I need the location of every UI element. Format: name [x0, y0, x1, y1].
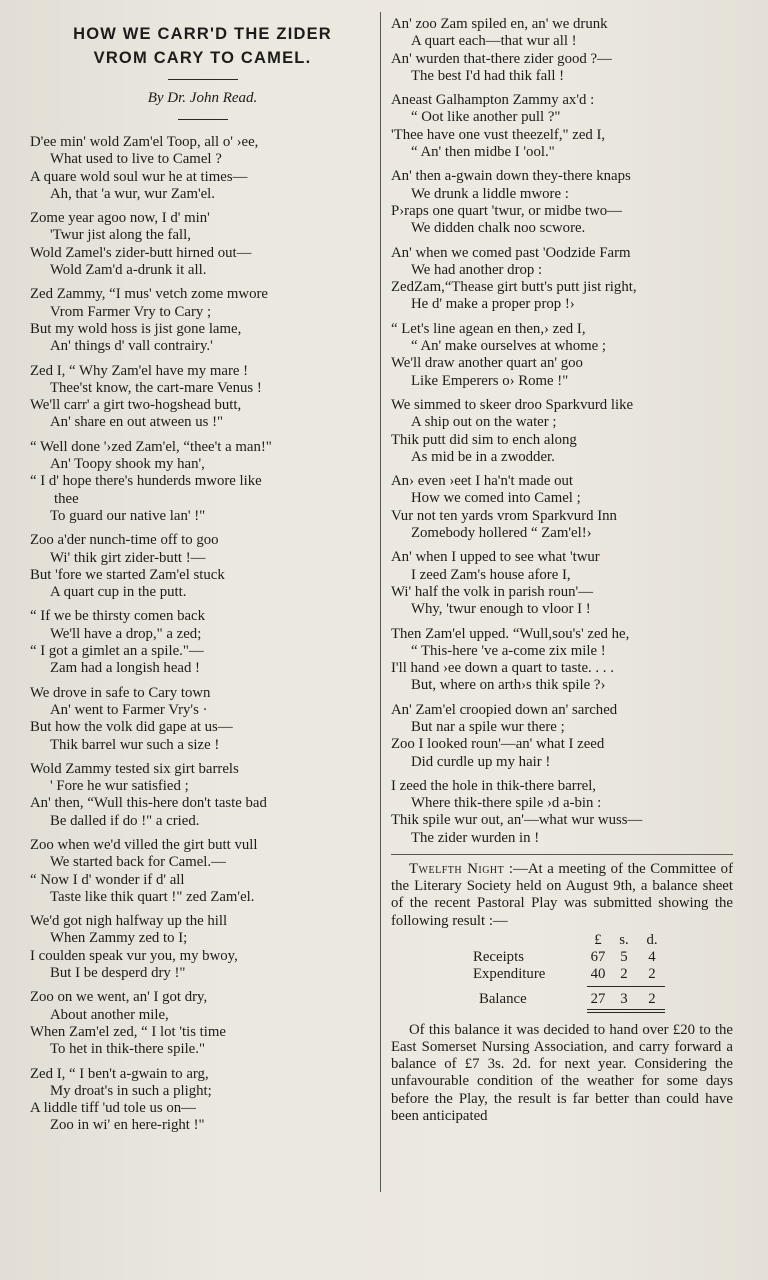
poem-line: Wi' half the volk in parish roun'—	[391, 583, 593, 600]
stanza	[30, 439, 375, 525]
poem-line: 'Twur jist along the fall,	[50, 227, 191, 244]
right-column	[391, 16, 733, 1125]
notice-section	[391, 861, 733, 930]
poem-line: “ An' make ourselves at whome ;	[411, 338, 606, 355]
title-rule	[168, 79, 238, 80]
poem-line: ZedZam,“Thease girt butt's putt jist right,	[391, 279, 637, 296]
poem-line: Zed I, “ Why Zam'el have my mare !	[30, 362, 249, 379]
poem-line: Zomebody hollered “ Zam'el!›	[411, 525, 592, 542]
poem-line: We simmed to skeer droo Sparkvurd like	[391, 396, 634, 413]
balance-row-total	[391, 991, 733, 1008]
title-line-2: VROM CARY TO CAMEL.	[93, 49, 312, 67]
poem-line: But my wold hoss is jist gone lame,	[30, 320, 242, 337]
row-label: Expenditure	[473, 965, 546, 982]
poem-line: But, where on arth›s thik spile ?›	[411, 677, 606, 694]
stanza	[30, 134, 375, 203]
header-pounds: £	[594, 931, 602, 948]
balance-row-expenditure	[391, 966, 733, 983]
stanza	[391, 168, 733, 237]
poem-line: Zoo I looked roun'—an' what I zeed	[391, 736, 605, 753]
row-pence: 2	[648, 965, 656, 982]
poem-line: 'Thee have one vust theezelf," zed I,	[391, 126, 606, 143]
stanza	[30, 761, 375, 830]
poem-line: We drunk a liddle mwore :	[411, 185, 569, 202]
poem-line: We drove in safe to Cary town	[30, 684, 211, 701]
poem-line: To het in thik-there spile."	[50, 1041, 205, 1058]
column-divider	[380, 12, 381, 1192]
poem-line: We'll have a drop," a zed;	[50, 625, 202, 642]
header-pence: d.	[646, 931, 658, 948]
poem-line: Like Emperers o› Rome !"	[411, 372, 569, 389]
poem-line: “ An' then midbe I 'ool."	[411, 144, 555, 161]
poem-line: Zoo when we'd villed the girt butt vull	[30, 836, 258, 853]
stanza	[391, 397, 733, 466]
poem-line: Then Zam'el upped. “Wull,sou's' zed he,	[391, 625, 630, 642]
poem-line: When Zammy zed to I;	[50, 930, 188, 947]
stanza	[391, 549, 733, 618]
poem-line: An' wurden that-there zider good ?—	[391, 50, 612, 67]
poem-line: “ Let's line agean en then,› zed I,	[391, 320, 586, 337]
stanza	[30, 837, 375, 906]
poem-line: An' then, “Wull this-here don't taste bad	[30, 795, 267, 812]
row-label: Receipts	[473, 948, 524, 965]
poem-line: We started back for Camel.—	[50, 854, 226, 871]
poem-line: Why, 'twur enough to vloor I !	[411, 601, 591, 618]
section-rule	[391, 854, 733, 855]
poem-line: We had another drop :	[411, 261, 543, 278]
poem-title	[30, 22, 375, 70]
sum-rule	[391, 983, 733, 991]
poem-line: Vur not ten yards vrom Sparkvurd Inn	[391, 507, 617, 524]
poem-line: Where thik-there spile ›d a-bin :	[411, 795, 602, 812]
poem-line: But I be desperd dry !"	[50, 965, 186, 982]
stanza	[391, 16, 733, 85]
poem-line: Zed Zammy, “I mus' vetch zome mwore	[30, 286, 268, 303]
notice-intro-text: :—At a meeting of the Committee of the Literary Society held on August 9th, a balance sheet of the recent Pastoral Play was submitted showing the following result :—	[391, 861, 734, 929]
stanza	[391, 473, 733, 542]
poem-line: We'll carr' a girt two-hogshead butt,	[30, 397, 242, 414]
poem-line: P›raps one quart 'twur, or midbe two—	[391, 202, 622, 219]
poem-line: A quart cup in the putt.	[50, 584, 187, 601]
poem-line: I zeed Zam's house afore I,	[411, 566, 571, 583]
row-shillings: 5	[620, 948, 628, 965]
poem-line: “ I got a gimlet an a spile."—	[30, 643, 204, 660]
stanza	[30, 1066, 375, 1135]
notice-closing	[391, 1022, 733, 1125]
closing-paragraph: Of this balance it was decided to hand over £20 to the East Somerset Nursing Association, and carry forward a balance of £7 3s. 2d. for next year. Considering the unfavourable condition of the weather for some days before the Play, the result is far better than could have been anticipated	[391, 1021, 733, 1124]
poem-line: But nar a spile wur there ;	[411, 718, 565, 735]
stanza	[391, 92, 733, 161]
poem-line: Thik putt did sim to ench along	[391, 431, 577, 448]
poem-line: Taste like thik quart !" zed Zam'el.	[50, 888, 255, 905]
poem-line: The zider wurden in !	[411, 829, 540, 846]
header-shillings: s.	[619, 931, 629, 948]
poem-line: An' when we comed past 'Oodzide Farm	[391, 244, 631, 261]
poem-line: How we comed into Camel ;	[411, 490, 581, 507]
poem-line: I'll hand ›ee down a quart to taste. . . .	[391, 660, 614, 677]
poem-line: A ship out on the water ;	[411, 414, 557, 431]
poem-line: We'll draw another quart an' goo	[391, 355, 583, 372]
poem-line: A quare wold soul wur he at times—	[30, 168, 248, 185]
balance-shillings: 3	[620, 990, 628, 1007]
left-column	[30, 20, 375, 1142]
poem-line: The best I'd had thik fall !	[411, 67, 565, 84]
poem-line: An' share en out atween us !"	[50, 414, 224, 431]
poem-line: When Zam'el zed, “ I lot 'tis time	[30, 1023, 226, 1040]
poem-line: Zome year agoo now, I d' min'	[30, 210, 210, 227]
poem-line: An' Zam'el croopied down an' sarched	[391, 701, 618, 718]
byline-rule	[178, 119, 228, 120]
stanza	[30, 685, 375, 754]
balance-pence: 2	[648, 990, 656, 1007]
poem-right-stanzas	[391, 16, 733, 847]
byline: By Dr. John Read.	[147, 90, 258, 106]
poem-line: But how the volk did gape at us—	[30, 719, 233, 736]
poem-line: Zam had a longish head !	[50, 660, 200, 677]
balance-header-row	[391, 932, 733, 949]
poem-line: Thee'st know, the cart-mare Venus !	[50, 379, 262, 396]
poem-line: As mid be in a zwodder.	[411, 448, 555, 465]
poem-line: An› even ›eet I ha'n't made out	[391, 473, 573, 490]
poem-line: “ Now I d' wonder if d' all	[30, 871, 185, 888]
poem-line: An' then a-gwain down they-there knaps	[391, 168, 631, 185]
poem-line: Wold Zam'd a-drunk it all.	[50, 262, 207, 279]
stanza	[30, 608, 375, 677]
stanza	[30, 989, 375, 1058]
poem-line: Zed I, “ I ben't a-gwain to arg,	[30, 1065, 209, 1082]
poem-line: An' Toopy shook my han',	[50, 456, 205, 473]
row-pounds: 67	[590, 948, 606, 965]
poem-line: About another mile,	[50, 1006, 169, 1023]
stanza	[30, 210, 375, 279]
poem-line: An' went to Farmer Vry's ·	[50, 701, 208, 718]
total-double-rule	[391, 1008, 733, 1016]
poem-line: But 'fore we started Zam'el stuck	[30, 566, 225, 583]
row-shillings: 2	[620, 965, 628, 982]
poem-line: Aneast Galhampton Zammy ax'd :	[391, 92, 595, 109]
poem-line: Thik spile wur out, an'—what wur wuss—	[391, 812, 643, 829]
poem-line: Ah, that 'a wur, wur Zam'el.	[50, 185, 215, 202]
poem-line: Be dalled if do !" a cried.	[50, 812, 200, 829]
poem-line: “ This-here 've a-come zix mile !	[411, 642, 606, 659]
stanza	[391, 321, 733, 390]
poem-line: Zoo a'der nunch-time off to goo	[30, 532, 219, 549]
poem-line: What used to live to Camel ?	[50, 151, 222, 168]
poem-line: Wold Zammy tested six girt barrels	[30, 760, 239, 777]
stanza	[30, 532, 375, 601]
row-pounds: 40	[590, 965, 606, 982]
poem-line: Zoo on we went, an' I got dry,	[30, 989, 208, 1006]
poem-line: ' Fore he wur satisfied ;	[50, 778, 189, 795]
balance-row-receipts	[391, 949, 733, 966]
stanza	[391, 626, 733, 695]
poem-line: Zoo in wi' en here-right !"	[50, 1117, 205, 1134]
stanza	[30, 363, 375, 432]
poem-line: Wi' thik girt zider-butt !—	[50, 549, 206, 566]
poem-line: Thik barrel wur such a size !	[50, 736, 220, 753]
poem-line: I coulden speak vur you, my bwoy,	[30, 947, 238, 964]
notice-heading: Twelfth Night	[409, 861, 505, 878]
row-pence: 4	[648, 948, 656, 965]
poem-line: I zeed the hole in thik-there barrel,	[391, 777, 597, 794]
poem-line: To guard our native lan' !"	[50, 507, 206, 524]
poem-line: My droat's in such a plight;	[50, 1082, 212, 1099]
poem-line: Did curdle up my hair !	[411, 753, 551, 770]
stanza	[391, 245, 733, 314]
poem-line: A quart each—that wur all !	[411, 33, 577, 50]
poem-line: An' things d' vall contrairy.'	[50, 338, 213, 355]
poem-line: “ Well done '›zed Zam'el, “thee't a man!"	[30, 438, 272, 455]
balance-sheet	[391, 932, 733, 1016]
notice-intro	[391, 861, 733, 930]
title-line-1: HOW WE CARR'D THE ZIDER	[73, 25, 332, 43]
poem-line: “ Oot like another pull ?"	[411, 109, 561, 126]
stanza	[391, 702, 733, 771]
balance-label: Balance	[479, 990, 527, 1007]
poem-line: Vrom Farmer Vry to Cary ;	[50, 303, 212, 320]
poem-left-stanzas	[30, 134, 375, 1135]
poem-line: We didden chalk noo scwore.	[411, 220, 586, 237]
poem-line: A liddle tiff 'ud tole us on—	[30, 1100, 196, 1117]
poem-line: An' when I upped to see what 'twur	[391, 549, 600, 566]
stanza	[391, 778, 733, 847]
poem-line: thee	[54, 490, 79, 507]
balance-pounds: 27	[590, 990, 606, 1007]
poem-line: An' zoo Zam spiled en, an' we drunk	[391, 16, 608, 32]
poem-line: “ If we be thirsty comen back	[30, 608, 206, 625]
poem-line: “ I d' hope there's hunderds mwore like	[30, 473, 262, 490]
stanza	[30, 286, 375, 355]
stanza	[30, 913, 375, 982]
poem-line: We'd got nigh halfway up the hill	[30, 913, 228, 930]
poem-line: D'ee min' wold Zam'el Toop, all o' ›ee,	[30, 134, 259, 150]
poem-line: He d' make a proper prop !›	[411, 296, 575, 313]
poem-line: Wold Zamel's zider-butt hirned out—	[30, 244, 252, 261]
